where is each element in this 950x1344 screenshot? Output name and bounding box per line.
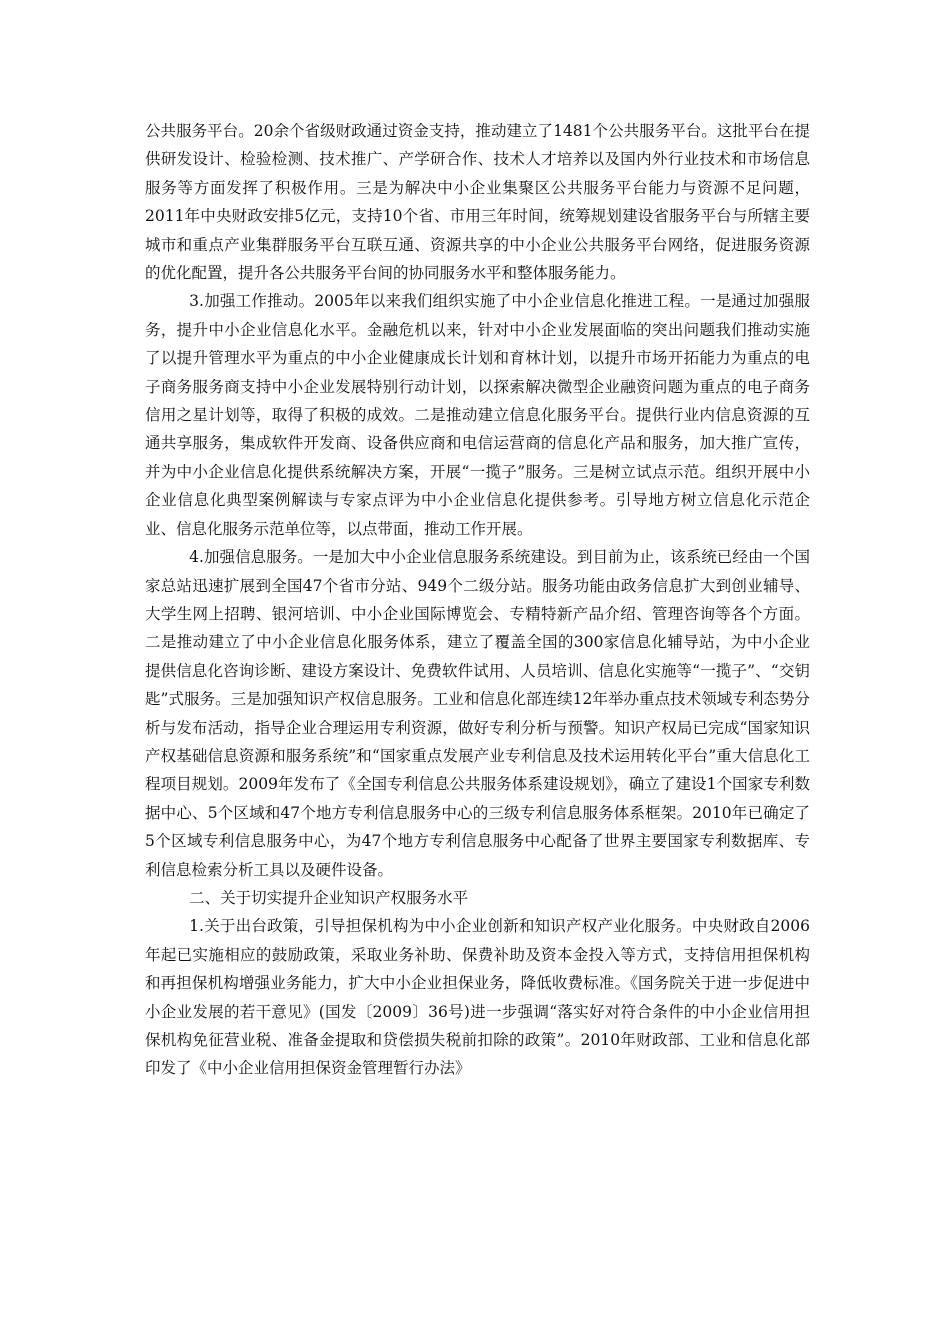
document-page [145,117,810,1083]
paragraph-platform-services: 公共服务平台。20余个省级财政通过资金支持，推动建立了1481个公共服务平台。这批平台在提供研发设计、检验检测、技术推广、产学研合作、技术人才培养以及国内外行业技术和市场信息服务等方面发挥了积极作用。三是为解决中小企业集聚区公共服务平台能力与资源不足问题，2011年中央财政安排5亿元，支持10个省、市用三年时间，统筹规划建设省服务平台与所辖主要城市和重点产业集群服务平台互联互通、资源共享的中小企业公共服务平台网络，促进服务资源的优化配置，提升各公共服务平台间的协同服务水平和整体服务能力。 [145,122,810,283]
paragraph-work-promotion: 3.加强工作推动。2005年以来我们组织实施了中小企业信息化推进工程。一是通过加强服务，提升中小企业信息化水平。金融危机以来，针对中小企业发展面临的突出问题我们推动实施了以提升管理水平为重点的中小企业健康成长计划和育林计划，以提升市场开拓能力为重点的电子商务服务商支持中小企业发展特别行动计划，以探索解决微型企业融资问题为重点的电子商务信用之星计划等，取得了积极的成效。二是推动建立信息化服务平台。提供行业内信息资源的互通共享服务，集成软件开发商、设备供应商和电信运营商的信息化产品和服务，加大推广宣传，并为中小企业信息化提供系统解决方案，开展“一揽子”服务。三是树立试点示范。组织开展中小企业信息化典型案例解读与专家点评为中小企业信息化提供参考。引导地方树立信息化示范企业、信息化服务示范单位等，以点带面，推动工作开展。 [145,292,810,538]
paragraph-information-services: 4.加强信息服务。一是加大中小企业信息服务系统建设。到目前为止，该系统已经由一个国家总站迅速扩展到全国47个省市分站、949个二级分站。服务功能由政务信息扩大到创业辅导、大学生网上招聘、银河培训、中小企业国际博览会、专精特新产品介绍、管理咨询等各个方面。二是推动建立了中小企业信息化服务体系，建立了覆盖全国的300家信息化辅导站，为中小企业提供信息化咨询诊断、建设方案设计、免费软件试用、人员培训、信息化实施等“一揽子”、“交钥匙”式服务。三是加强知识产权信息服务。工业和信息化部连续12年举办重点技术领域专利态势分析与发布活动，指导企业合理运用专利资源，做好专利分析与预警。知识产权局已完成“国家知识产权基础信息资源和服务系统”和“国家重点发展产业专利信息及技术运用转化平台”重大信息化工程项目规划。2009年发布了《全国专利信息公共服务体系建设规划》，确立了建设1个国家专利数据中心、5个区域和47个地方专利信息服务中心的三级专利信息服务体系框架。2010年已确定了5个区域专利信息服务中心，为47个地方专利信息服务中心配备了世界主要国家专利数据库、专利信息检索分析工具以及硬件设备。 [145,548,810,879]
section-heading-ip-services: 二、关于切实提升企业知识产权服务水平 [189,888,469,907]
paragraph-guarantee-policy: 1.关于出台政策，引导担保机构为中小企业创新和知识产权产业化服务。中央财政自2006年起已实施相应的鼓励政策，采取业务补助、保费补助及资本金投入等方式，支持信用担保机构和再担保机构增强业务能力，扩大中小企业担保业务，降低收费标准。《国务院关于进一步促进中小企业发展的若干意见》(国发〔2009〕36号)进一步强调“落实好对符合条件的中小企业信用担保机构免征营业税、准备金提取和贷偿损失税前扣除的政策”。2010年财政部、工业和信息化部印发了《中小企业信用担保资金管理暂行办法》 [145,917,810,1078]
